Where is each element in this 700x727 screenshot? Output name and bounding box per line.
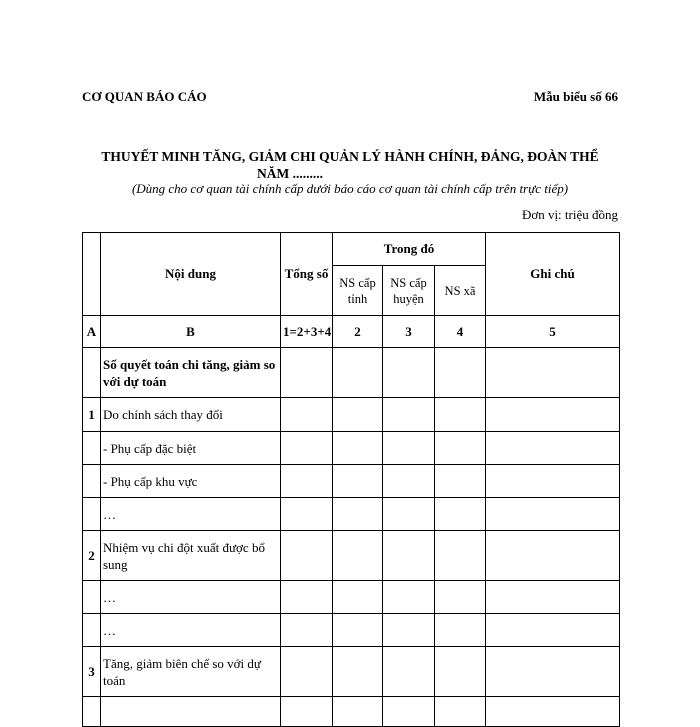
row-value-cell	[383, 465, 435, 498]
row-value-cell	[383, 647, 435, 697]
row-value-cell	[281, 531, 333, 581]
row-value-cell	[435, 432, 486, 465]
table-row	[83, 531, 620, 581]
header-commune: NS xã	[435, 266, 486, 316]
table-row	[83, 465, 620, 498]
row-value-cell	[281, 465, 333, 498]
header-stt	[83, 233, 101, 316]
row-value-cell	[486, 465, 620, 498]
row-value-cell	[281, 581, 333, 614]
row-value-cell	[333, 614, 383, 647]
row-content-cell: - Phụ cấp đặc biệt	[101, 432, 281, 465]
row-value-cell	[435, 498, 486, 531]
document-subtitle: (Dùng cho cơ quan tài chính cấp dưới báo cáo cơ quan tài chính cấp trên trực tiếp)	[131, 181, 569, 196]
row-value-cell	[435, 398, 486, 432]
title-line-2: NĂM .........	[257, 166, 323, 181]
table-row	[83, 348, 620, 398]
header-district: NS cấp huyện	[383, 266, 435, 316]
row-value-cell	[435, 697, 486, 727]
index-cell: 1=2+3+4	[281, 316, 333, 348]
index-row	[83, 316, 620, 348]
row-number-cell	[83, 697, 101, 727]
row-value-cell	[486, 697, 620, 727]
row-value-cell	[486, 581, 620, 614]
row-value-cell	[435, 581, 486, 614]
index-cell: 5	[486, 316, 620, 348]
row-value-cell	[383, 614, 435, 647]
table-row	[83, 432, 620, 465]
row-number-cell	[83, 498, 101, 531]
table-row	[83, 614, 620, 647]
header-content: Nội dung	[101, 233, 281, 316]
header-total: Tổng số	[281, 233, 333, 316]
row-value-cell	[486, 614, 620, 647]
reporting-agency-label: CƠ QUAN BÁO CÁO	[82, 89, 207, 104]
row-number-cell: 1	[83, 398, 101, 432]
row-content-cell: …	[101, 614, 281, 647]
unit-label: Đơn vị: triệu đồng	[521, 207, 618, 222]
row-value-cell	[333, 465, 383, 498]
title-line-1: THUYẾT MINH TĂNG, GIẢM CHI QUẢN LÝ HÀNH CHÍNH, ĐẢNG, ĐOÀN THỂ	[101, 149, 599, 164]
row-value-cell	[333, 498, 383, 531]
row-value-cell	[435, 614, 486, 647]
row-value-cell	[333, 581, 383, 614]
row-value-cell	[281, 398, 333, 432]
row-content-cell: Số quyết toán chi tăng, giảm so với dự toán	[101, 348, 281, 398]
row-value-cell	[383, 398, 435, 432]
table-row	[83, 647, 620, 697]
report-table	[82, 232, 620, 727]
row-value-cell	[486, 531, 620, 581]
row-value-cell	[435, 647, 486, 697]
index-cell: 2	[333, 316, 383, 348]
index-cell: 4	[435, 316, 486, 348]
index-cell: B	[101, 316, 281, 348]
table-body	[83, 348, 620, 727]
row-value-cell	[435, 348, 486, 398]
row-value-cell	[383, 531, 435, 581]
row-value-cell	[281, 498, 333, 531]
header-of-which: Trong đó	[333, 233, 486, 266]
header-provincial: NS cấp tỉnh	[333, 266, 383, 316]
row-value-cell	[333, 697, 383, 727]
row-value-cell	[486, 498, 620, 531]
row-value-cell	[486, 348, 620, 398]
document-title	[82, 148, 618, 182]
form-number-label: Mẫu biểu số 66	[533, 89, 618, 104]
row-value-cell	[383, 581, 435, 614]
row-value-cell	[281, 432, 333, 465]
row-content-cell: Do chính sách thay đổi	[101, 398, 281, 432]
table-row	[83, 697, 620, 727]
row-value-cell	[435, 531, 486, 581]
index-cell: A	[83, 316, 101, 348]
row-value-cell	[281, 348, 333, 398]
row-content-cell: …	[101, 581, 281, 614]
index-cell: 3	[383, 316, 435, 348]
row-value-cell	[333, 432, 383, 465]
row-number-cell	[83, 432, 101, 465]
row-content-cell: - Phụ cấp khu vực	[101, 465, 281, 498]
row-value-cell	[486, 647, 620, 697]
row-value-cell	[281, 614, 333, 647]
row-number-cell: 2	[83, 531, 101, 581]
row-value-cell	[383, 697, 435, 727]
row-content-cell: Nhiệm vụ chi đột xuất được bổ sung	[101, 531, 281, 581]
table-row	[83, 581, 620, 614]
row-content-cell: Tăng, giảm biên chế so với dự toán	[101, 647, 281, 697]
row-content-cell	[101, 697, 281, 727]
row-number-cell	[83, 465, 101, 498]
row-number-cell: 3	[83, 647, 101, 697]
row-value-cell	[383, 498, 435, 531]
row-value-cell	[281, 697, 333, 727]
row-content-cell: …	[101, 498, 281, 531]
row-number-cell	[83, 348, 101, 398]
table-row	[83, 498, 620, 531]
row-value-cell	[486, 398, 620, 432]
table-row	[83, 398, 620, 432]
row-value-cell	[435, 465, 486, 498]
row-number-cell	[83, 614, 101, 647]
row-value-cell	[333, 531, 383, 581]
row-value-cell	[383, 348, 435, 398]
row-value-cell	[333, 348, 383, 398]
row-value-cell	[281, 647, 333, 697]
header-note: Ghi chú	[486, 233, 620, 316]
row-value-cell	[333, 398, 383, 432]
row-number-cell	[83, 581, 101, 614]
row-value-cell	[333, 647, 383, 697]
row-value-cell	[383, 432, 435, 465]
row-value-cell	[486, 432, 620, 465]
